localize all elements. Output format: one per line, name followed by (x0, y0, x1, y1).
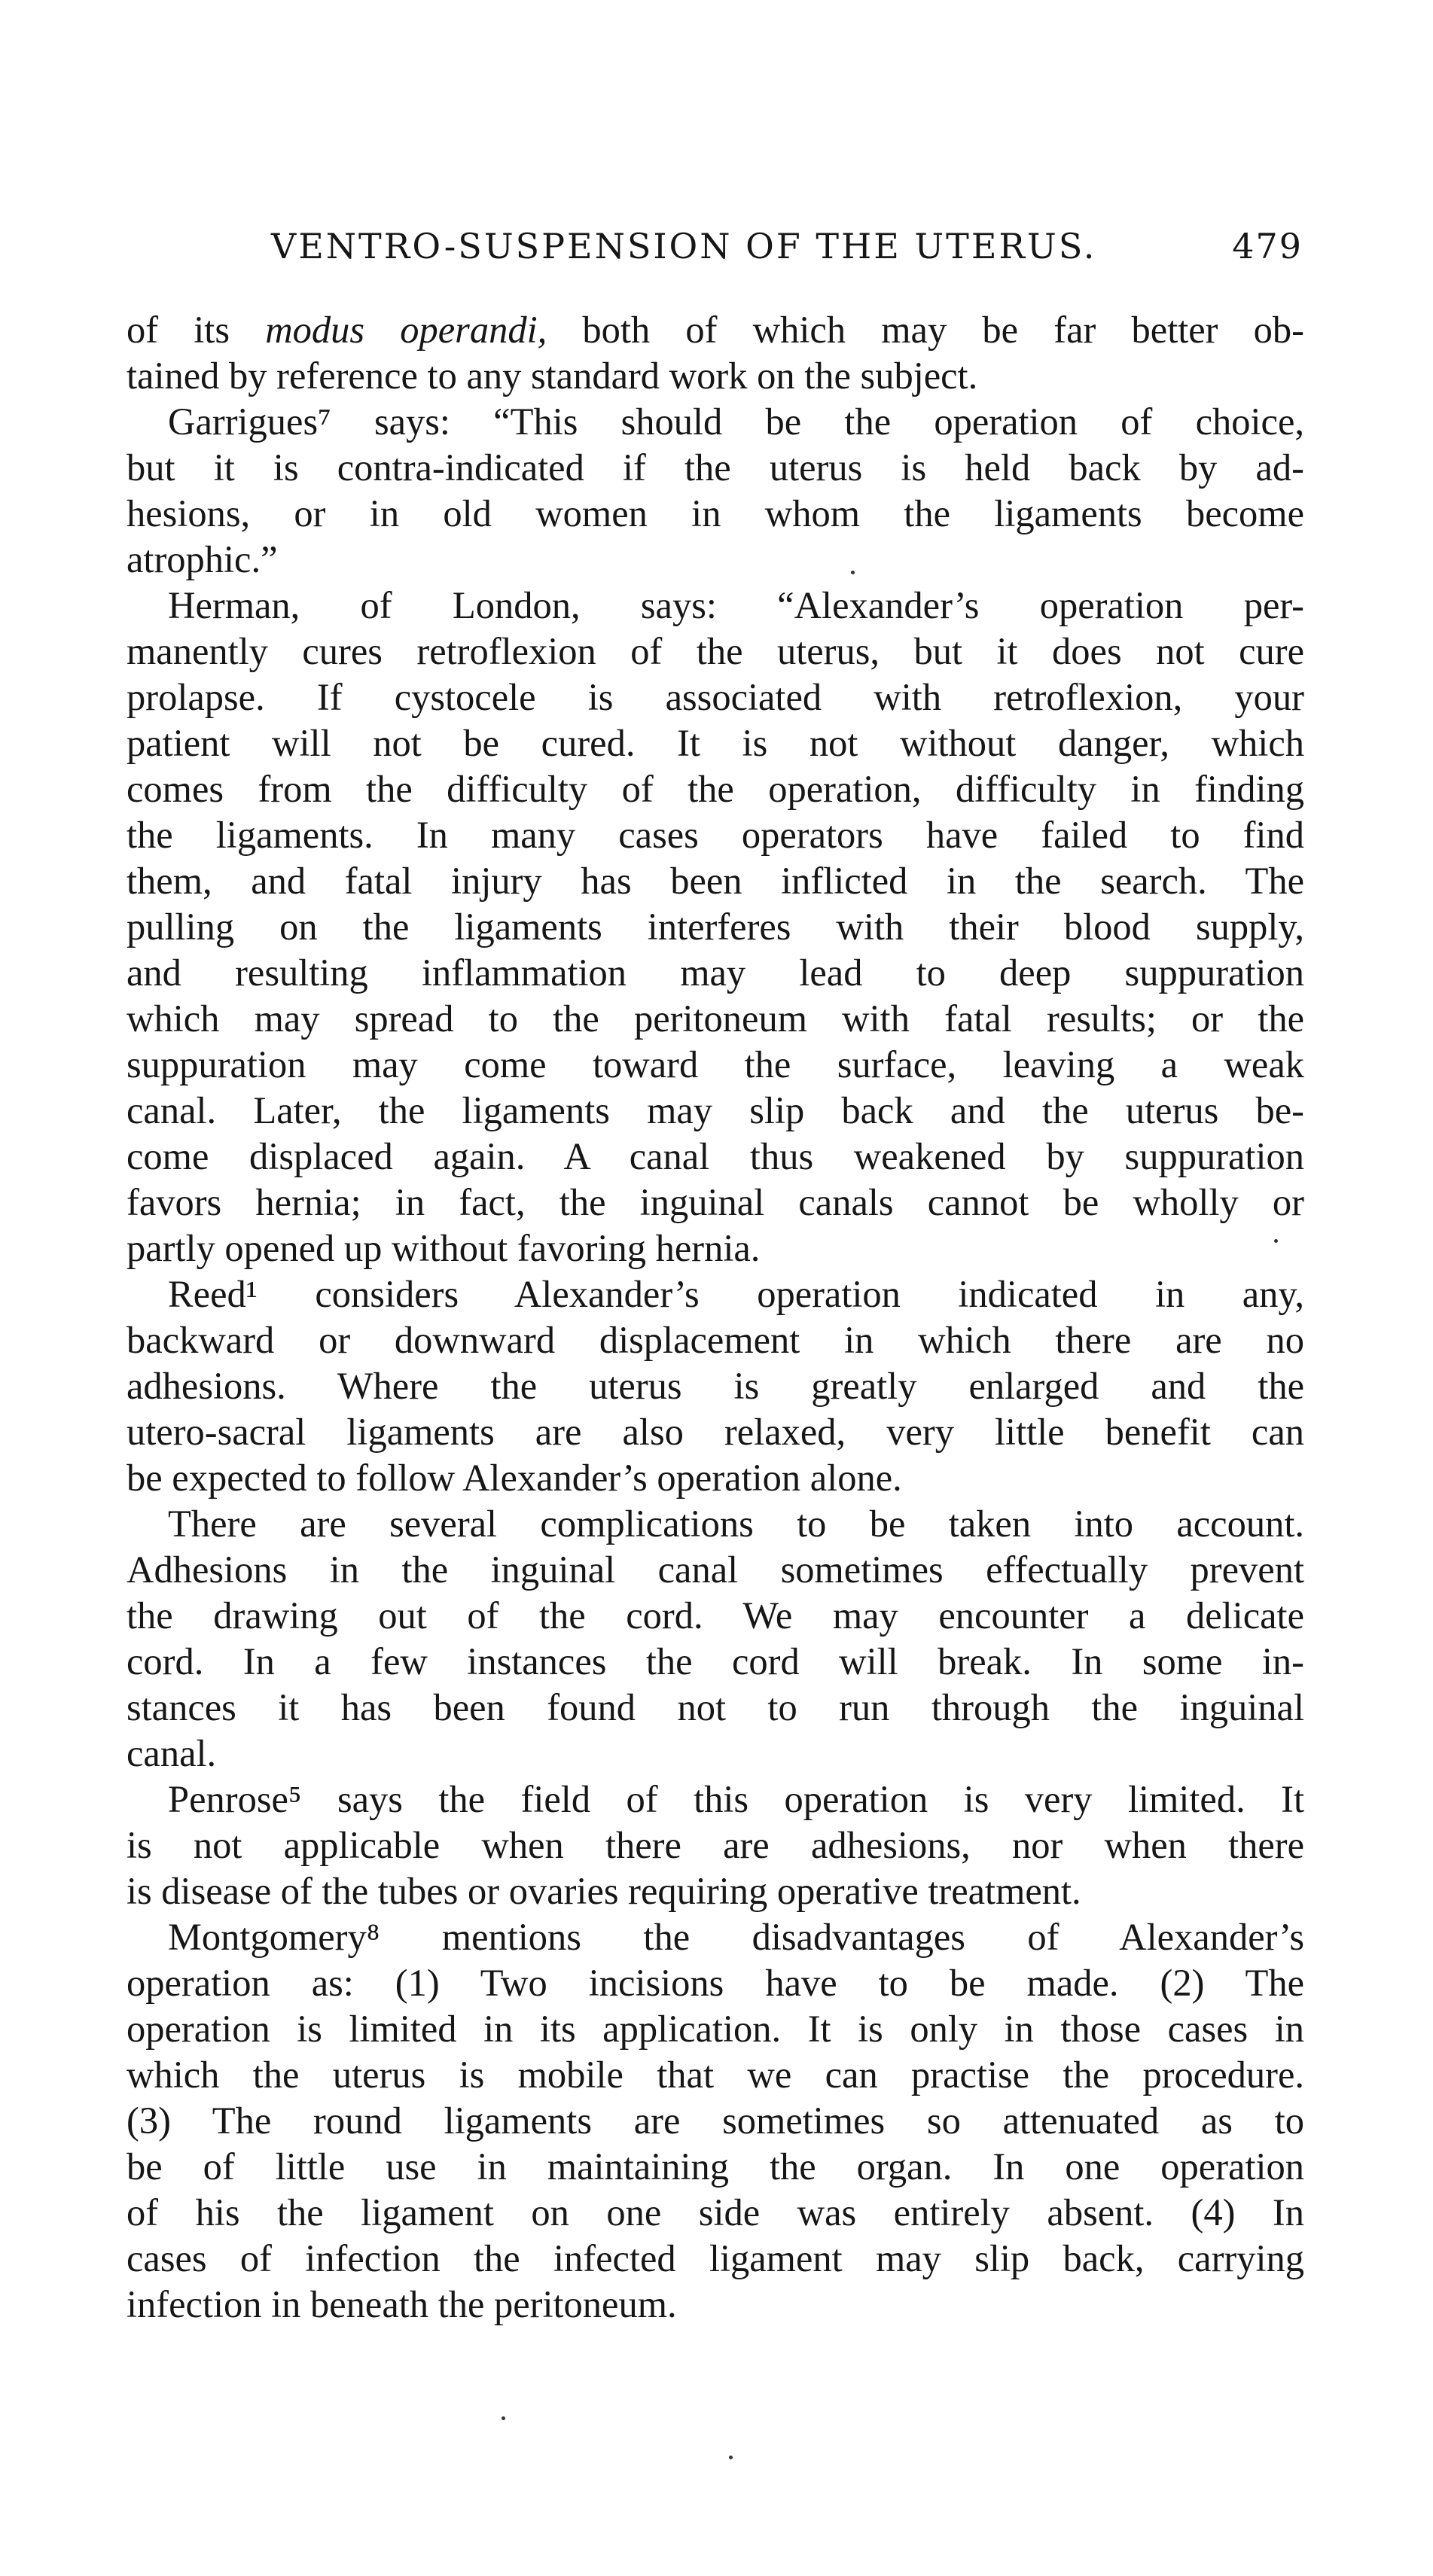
text-line: but it is contra-indicated if the uterus is held back by ad- (127, 446, 1304, 489)
page-number: 479 (1232, 226, 1303, 266)
text-line: which may spread to the peritoneum with fatal results; or the (127, 997, 1304, 1040)
body-text (127, 307, 1304, 2328)
text-line: backward or downward displacement in which there are no (127, 1319, 1304, 1361)
running-head (271, 226, 1303, 279)
text-line: operation is limited in its application. It is only in those cases in (127, 2008, 1304, 2050)
text-line: Herman, of London, says: “Alexander’s operation per- (168, 584, 1304, 626)
scan-speck (1274, 1239, 1278, 1243)
text-line: the drawing out of the cord. We may encounter a delicate (127, 1594, 1304, 1637)
scan-speck (851, 571, 855, 574)
scan-speck (502, 2416, 505, 2420)
text-line: favors hernia; in fact, the inguinal canals cannot be wholly or (127, 1181, 1304, 1223)
text-line: There are several complications to be taken into account. (168, 1503, 1304, 1545)
scan-speck (729, 2456, 733, 2459)
text-line: suppuration may come toward the surface, leaving a weak (127, 1043, 1304, 1086)
text-line: hesions, or in old women in whom the ligaments become (127, 492, 1304, 534)
text-line: come displaced again. A canal thus weakened by suppuration (127, 1135, 1304, 1177)
italic-text-run: modus operandi, (265, 309, 547, 351)
text-line: atrophic.” (127, 538, 278, 580)
text-line: cases of infection the infected ligament may slip back, carrying (127, 2237, 1304, 2279)
text-line: and resulting inflammation may lead to deep suppuration (127, 952, 1304, 994)
text-line: patient will not be cured. It is not without danger, which (127, 722, 1304, 764)
text-line: them, and fatal injury has been inflicted in the search. The (127, 860, 1304, 902)
text-line: which the uterus is mobile that we can practise the procedure. (127, 2054, 1304, 2096)
text-line: Garrigues⁷ says: “This should be the operation of choice, (168, 400, 1304, 443)
text-line: cord. In a few instances the cord will break. In some in- (127, 1640, 1304, 1682)
text-line: prolapse. If cystocele is associated with retroflexion, your (127, 676, 1304, 718)
text-line: is disease of the tubes or ovaries requiring operative treatment. (127, 1870, 1081, 1912)
text-line: Reed¹ considers Alexander’s operation indicated in any, (168, 1273, 1304, 1315)
text-line: infection in beneath the peritoneum. (127, 2283, 677, 2325)
text-line: pulling on the ligaments interferes with their blood supply, (127, 906, 1304, 948)
running-title: VENTRO-SUSPENSION OF THE UTERUS. (271, 226, 1097, 266)
text-line: manently cures retroflexion of the uterus, but it does not cure (127, 630, 1304, 672)
text-run: of its (127, 309, 266, 351)
text-line: of his the ligament on one side was entirely absent. (4) In (127, 2191, 1304, 2233)
text-line: tained by reference to any standard work on the subject. (127, 355, 978, 397)
text-line: utero-sacral ligaments are also relaxed, very little benefit can (127, 1411, 1304, 1453)
text-line: Penrose⁵ says the field of this operation is very limited. It (168, 1778, 1304, 1820)
text-line: the ligaments. In many cases operators have failed to find (127, 814, 1304, 856)
text-line: be expected to follow Alexander’s operation alone. (127, 1457, 902, 1499)
text-line: canal. Later, the ligaments may slip back and the uterus be- (127, 1089, 1304, 1131)
text-line: partly opened up without favoring hernia. (127, 1227, 761, 1269)
text-line: Montgomery⁸ mentions the disadvantages of Alexander’s (168, 1916, 1304, 1958)
text-line: operation as: (1) Two incisions have to be made. (2) The (127, 1962, 1304, 2004)
text-line: Adhesions in the inguinal canal sometimes effectually prevent (127, 1548, 1304, 1591)
text-line: adhesions. Where the uterus is greatly enlarged and the (127, 1365, 1304, 1407)
text-run: both of which may be far better ob- (547, 309, 1304, 351)
text-line: be of little use in maintaining the organ. In one operation (127, 2145, 1304, 2188)
text-line: is not applicable when there are adhesions, nor when there (127, 1824, 1304, 1866)
text-line: stances it has been found not to run through the inguinal (127, 1686, 1304, 1728)
text-line: canal. (127, 1732, 217, 1774)
text-line: comes from the difficulty of the operation, difficulty in finding (127, 768, 1304, 810)
text-line: (3) The round ligaments are sometimes so attenuated as to (127, 2099, 1304, 2142)
text-line (127, 307, 1304, 353)
